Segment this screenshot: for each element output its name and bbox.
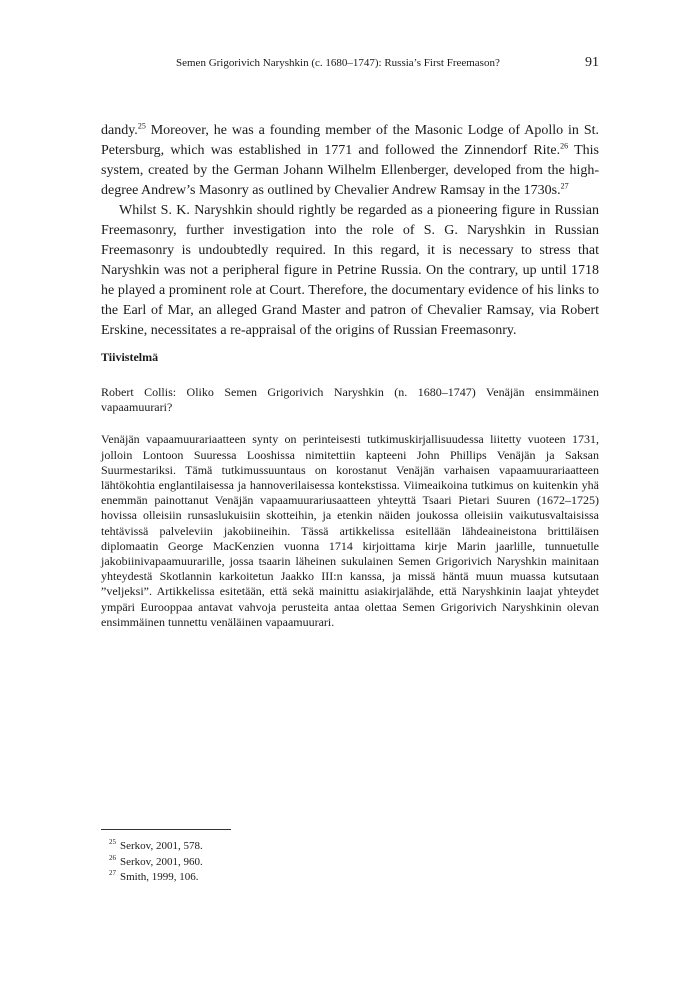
abstract-text: Venäjän vapaamuurariaatteen synty on perinteisesti tutkimuskirjallisuudessa liitetty vuoteen 1731, jolloin Lontoon Suuressa Looshissa nimitettiin kapteeni John Phillips Venäjän ja Saksan Suurmestariksi. Tämä tutkimussuuntaus on korostanut Venäjän varhaisen vapaamuurariaatteen lähtökohtia englantilaisessa ja hannoverilaisessa kontekstissa. Viimeaikoina tutkimus on kuitenkin yhä enemmän painottanut Venäjän vapaamuurariusaatteen yhteyttä Tsaari Pietari Suuren (1672–1725) hovissa olleisiin runsaslukuisiin skotteihin, ja etenkin näiden joukossa olleisiin vaikutusvaltaisissa tehtävissä palveleviin jakobiineihin. Tässä artikkelissa esitellään lähdeaineistona brittiläisen diplomaatin George MacKenzien vuonna 1714 kirjoittama kirje Marin jaarlille, tunnuetulle jakobiinivapaamuurarille, jossa tsaarin läheinen sukulainen Semen Grigorivich Naryshkin mainitaan yhteydestä Skotlannin karkoitetun Jaakko III:n kanssa, ja missä häntä muun muassa kutsutaan ”veljeksi”. Artikkelissa esitetään, että sekä mainittu asiakirjalähde, että Naryshkinin laajat yhteydet ympäri Eurooppaa antavat vahvoja perusteita antaa olettaa Semen Grigorivich Naryshkinin olevan ensimmäinen tunnettu venäläinen vapaamuurari. [101,432,599,629]
page-number: 91 [585,55,599,70]
article-body [101,121,599,341]
abstract-section [101,349,599,630]
footnote-item [109,855,599,871]
footnote-divider [101,829,231,830]
abstract-heading: Tiivistelmä [101,350,159,364]
body-text: This system, created by the German Johann Wilhelm Ellenberger, developed from the high-degree Andrew’s Masonry as outlined by Chevalier Andrew Ramsay in the 1730s. [101,143,599,198]
footnote-number: 25 [109,838,116,847]
body-text: Moreover, he was a founding member of the Masonic Lodge of Apollo in St. Petersburg, which was established in 1771 and followed the Zinnendorf Rite. [101,123,599,158]
footnote-text: Smith, 1999, 106. [120,871,199,883]
footnote-ref-27[interactable]: 27 [560,181,569,191]
footnote-number: 27 [109,869,116,878]
footnote-ref-26[interactable]: 26 [560,141,569,151]
running-title: Semen Grigorivich Naryshkin (c. 1680–1747): Russia’s First Freemason? [176,57,500,69]
body-text: dandy. [101,123,138,138]
footnote-text: Serkov, 2001, 960. [120,855,203,868]
body-paragraph-2: Whilst S. K. Naryshkin should rightly be regarded as a pioneering figure in Russian Freemasonry, further investigation into the role of S. G. Naryshkin in Russian Freemasonry is undoubtedly required. In this regard, it is necessary to stress that Naryshkin was not a peripheral figure in Petrine Russia. On the contrary, up until 1718 he played a prominent role at Court. Therefore, the documentary evidence of his links to the Earl of Mar, an alleged Grand Master and patron of Chevalier Ramsay, via Robert Erskine, necessitates a re-appraisal of the origins of Russian Freemasonry. [101,203,599,338]
body-paragraph-1 [101,121,599,201]
running-header [101,55,599,71]
abstract-citation: Robert Collis: Oliko Semen Grigorivich Naryshkin (n. 1680–1747) Venäjän ensimmäinen vapaamuurari? [101,385,599,415]
footnote-item [109,839,599,855]
footnotes-list [109,839,599,886]
footnote-text: Serkov, 2001, 578. [120,840,203,852]
footnote-ref-25[interactable]: 25 [137,121,146,131]
footnote-number: 26 [109,853,116,862]
footnote-item [109,870,599,886]
